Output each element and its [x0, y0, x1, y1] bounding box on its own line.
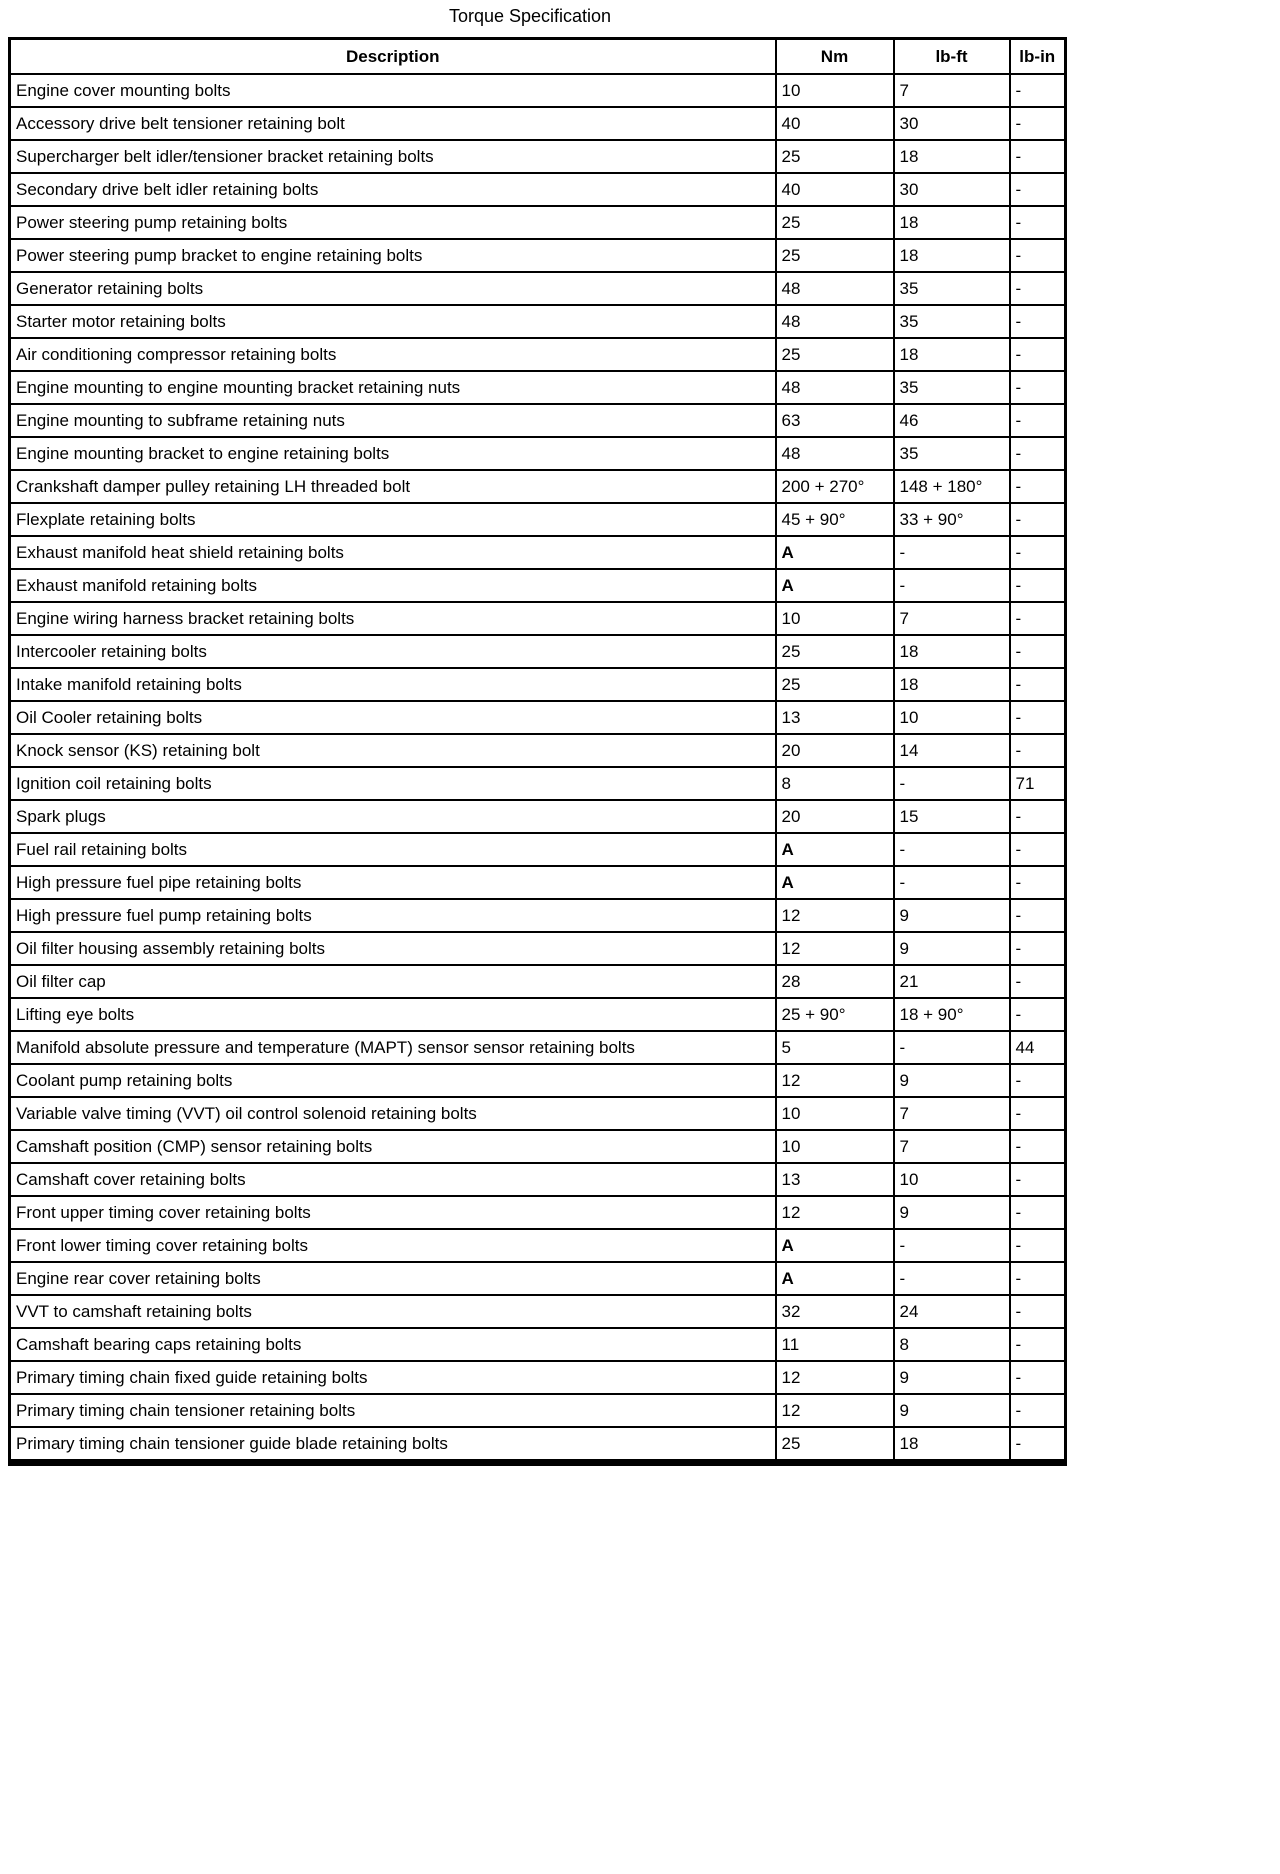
lbin-cell: -	[1010, 371, 1066, 404]
description-cell: Spark plugs	[10, 800, 776, 833]
lbin-cell: -	[1010, 1361, 1066, 1394]
nm-cell: 48	[776, 272, 894, 305]
lbin-cell: 71	[1010, 767, 1066, 800]
lbin-cell: -	[1010, 1097, 1066, 1130]
table-row	[10, 404, 1066, 437]
description-cell: VVT to camshaft retaining bolts	[10, 1295, 776, 1328]
nm-cell: 25 + 90°	[776, 998, 894, 1031]
lbft-cell: 14	[894, 734, 1010, 767]
lbft-cell: -	[894, 569, 1010, 602]
nm-cell: 25	[776, 668, 894, 701]
lbin-cell: -	[1010, 140, 1066, 173]
lbft-cell: 9	[894, 1196, 1010, 1229]
lbin-cell: -	[1010, 1163, 1066, 1196]
table-row	[10, 1130, 1066, 1163]
lbin-cell: -	[1010, 833, 1066, 866]
lbin-cell: -	[1010, 239, 1066, 272]
nm-cell: 11	[776, 1328, 894, 1361]
table-row	[10, 1097, 1066, 1130]
nm-cell: 12	[776, 1361, 894, 1394]
table-row	[10, 701, 1066, 734]
table-row	[10, 932, 1066, 965]
nm-cell: 48	[776, 305, 894, 338]
nm-cell: 5	[776, 1031, 894, 1064]
lbft-cell: 10	[894, 701, 1010, 734]
description-cell: Variable valve timing (VVT) oil control solenoid retaining bolts	[10, 1097, 776, 1130]
lbft-cell: 148 + 180°	[894, 470, 1010, 503]
lbin-cell: -	[1010, 701, 1066, 734]
description-cell: Intercooler retaining bolts	[10, 635, 776, 668]
lbft-cell: 7	[894, 74, 1010, 107]
description-cell: Engine mounting to subframe retaining nuts	[10, 404, 776, 437]
nm-cell: A	[776, 866, 894, 899]
column-header-lbft: lb-ft	[894, 39, 1010, 75]
lbin-cell: -	[1010, 602, 1066, 635]
table-row	[10, 272, 1066, 305]
description-cell: Supercharger belt idler/tensioner bracket retaining bolts	[10, 140, 776, 173]
table-row	[10, 569, 1066, 602]
lbin-cell: -	[1010, 1262, 1066, 1295]
nm-cell: A	[776, 1262, 894, 1295]
lbin-cell: -	[1010, 74, 1066, 107]
lbin-cell: -	[1010, 107, 1066, 140]
lbft-cell: -	[894, 866, 1010, 899]
description-cell: Front upper timing cover retaining bolts	[10, 1196, 776, 1229]
description-cell: Manifold absolute pressure and temperature (MAPT) sensor sensor retaining bolts	[10, 1031, 776, 1064]
nm-cell: 200 + 270°	[776, 470, 894, 503]
page-title: Torque Specification	[448, 6, 612, 26]
lbin-cell: -	[1010, 1427, 1066, 1463]
nm-cell: 40	[776, 107, 894, 140]
lbft-cell: 10	[894, 1163, 1010, 1196]
description-cell: Ignition coil retaining bolts	[10, 767, 776, 800]
description-cell: Knock sensor (KS) retaining bolt	[10, 734, 776, 767]
table-row	[10, 1361, 1066, 1394]
nm-cell: 48	[776, 437, 894, 470]
table-body	[10, 74, 1066, 1463]
table-row	[10, 1196, 1066, 1229]
lbft-cell: 46	[894, 404, 1010, 437]
lbft-cell: -	[894, 767, 1010, 800]
description-cell: Engine wiring harness bracket retaining bolts	[10, 602, 776, 635]
lbin-cell: -	[1010, 668, 1066, 701]
lbft-cell: 7	[894, 1097, 1010, 1130]
table-row	[10, 1328, 1066, 1361]
lbft-cell: 9	[894, 1394, 1010, 1427]
table-row	[10, 1229, 1066, 1262]
table-row	[10, 1262, 1066, 1295]
nm-cell: 13	[776, 1163, 894, 1196]
lbft-cell: -	[894, 1262, 1010, 1295]
nm-cell: 12	[776, 1196, 894, 1229]
table-row	[10, 668, 1066, 701]
lbin-cell: -	[1010, 899, 1066, 932]
nm-cell: 20	[776, 734, 894, 767]
description-cell: Coolant pump retaining bolts	[10, 1064, 776, 1097]
lbin-cell: -	[1010, 305, 1066, 338]
table-row	[10, 1394, 1066, 1427]
description-cell: Primary timing chain tensioner guide blade retaining bolts	[10, 1427, 776, 1463]
lbft-cell: 9	[894, 1064, 1010, 1097]
nm-cell: 25	[776, 140, 894, 173]
lbin-cell: -	[1010, 866, 1066, 899]
lbin-cell: -	[1010, 1064, 1066, 1097]
lbin-cell: -	[1010, 1130, 1066, 1163]
lbft-cell: 18	[894, 1427, 1010, 1463]
description-cell: Lifting eye bolts	[10, 998, 776, 1031]
table-row	[10, 305, 1066, 338]
lbin-cell: -	[1010, 404, 1066, 437]
table-header-row	[10, 39, 1066, 75]
table-row	[10, 239, 1066, 272]
nm-cell: 25	[776, 1427, 894, 1463]
nm-cell: 63	[776, 404, 894, 437]
lbin-cell: -	[1010, 965, 1066, 998]
table-row	[10, 503, 1066, 536]
lbft-cell: 35	[894, 272, 1010, 305]
description-cell: Front lower timing cover retaining bolts	[10, 1229, 776, 1262]
table-row	[10, 140, 1066, 173]
description-cell: Oil Cooler retaining bolts	[10, 701, 776, 734]
lbin-cell: -	[1010, 1229, 1066, 1262]
table-row	[10, 437, 1066, 470]
nm-cell: A	[776, 569, 894, 602]
lbin-cell: -	[1010, 569, 1066, 602]
nm-cell: 45 + 90°	[776, 503, 894, 536]
lbft-cell: 18	[894, 140, 1010, 173]
description-cell: Fuel rail retaining bolts	[10, 833, 776, 866]
lbin-cell: -	[1010, 734, 1066, 767]
table-row	[10, 998, 1066, 1031]
description-cell: Camshaft position (CMP) sensor retaining bolts	[10, 1130, 776, 1163]
table-row	[10, 74, 1066, 107]
description-cell: Crankshaft damper pulley retaining LH threaded bolt	[10, 470, 776, 503]
description-cell: Accessory drive belt tensioner retaining bolt	[10, 107, 776, 140]
table-row	[10, 1427, 1066, 1463]
lbft-cell: 18	[894, 338, 1010, 371]
table-row	[10, 173, 1066, 206]
description-cell: Flexplate retaining bolts	[10, 503, 776, 536]
description-cell: High pressure fuel pipe retaining bolts	[10, 866, 776, 899]
nm-cell: 10	[776, 74, 894, 107]
lbin-cell: -	[1010, 800, 1066, 833]
description-cell: Oil filter cap	[10, 965, 776, 998]
table-row	[10, 866, 1066, 899]
nm-cell: 20	[776, 800, 894, 833]
table-row	[10, 1163, 1066, 1196]
nm-cell: 25	[776, 338, 894, 371]
table-row	[10, 602, 1066, 635]
lbin-cell: -	[1010, 470, 1066, 503]
nm-cell: 12	[776, 1394, 894, 1427]
description-cell: Engine rear cover retaining bolts	[10, 1262, 776, 1295]
description-cell: Engine mounting bracket to engine retaining bolts	[10, 437, 776, 470]
lbin-cell: -	[1010, 1328, 1066, 1361]
lbin-cell: -	[1010, 437, 1066, 470]
table-row	[10, 371, 1066, 404]
lbin-cell: -	[1010, 503, 1066, 536]
description-cell: Generator retaining bolts	[10, 272, 776, 305]
description-cell: Engine mounting to engine mounting bracket retaining nuts	[10, 371, 776, 404]
lbft-cell: 7	[894, 1130, 1010, 1163]
table-row	[10, 734, 1066, 767]
nm-cell: A	[776, 833, 894, 866]
table-row	[10, 965, 1066, 998]
description-cell: Starter motor retaining bolts	[10, 305, 776, 338]
torque-spec-table	[8, 37, 1067, 1466]
lbft-cell: -	[894, 1031, 1010, 1064]
lbft-cell: 18 + 90°	[894, 998, 1010, 1031]
nm-cell: 25	[776, 206, 894, 239]
nm-cell: A	[776, 536, 894, 569]
table-row	[10, 1031, 1066, 1064]
nm-cell: 12	[776, 1064, 894, 1097]
description-cell: Power steering pump retaining bolts	[10, 206, 776, 239]
nm-cell: 10	[776, 602, 894, 635]
nm-cell: 8	[776, 767, 894, 800]
nm-cell: 25	[776, 635, 894, 668]
lbft-cell: 7	[894, 602, 1010, 635]
nm-cell: 48	[776, 371, 894, 404]
nm-cell: 25	[776, 239, 894, 272]
lbft-cell: -	[894, 1229, 1010, 1262]
nm-cell: 10	[776, 1097, 894, 1130]
column-header-lbin: lb-in	[1010, 39, 1066, 75]
table-row	[10, 1295, 1066, 1328]
lbft-cell: 8	[894, 1328, 1010, 1361]
lbft-cell: 18	[894, 635, 1010, 668]
lbft-cell: -	[894, 536, 1010, 569]
description-cell: Primary timing chain tensioner retaining bolts	[10, 1394, 776, 1427]
lbft-cell: 35	[894, 305, 1010, 338]
lbin-cell: 44	[1010, 1031, 1066, 1064]
lbft-cell: 35	[894, 437, 1010, 470]
nm-cell: 40	[776, 173, 894, 206]
lbin-cell: -	[1010, 635, 1066, 668]
table-row	[10, 107, 1066, 140]
description-cell: Power steering pump bracket to engine retaining bolts	[10, 239, 776, 272]
lbft-cell: 30	[894, 173, 1010, 206]
lbft-cell: 9	[894, 899, 1010, 932]
description-cell: Secondary drive belt idler retaining bolts	[10, 173, 776, 206]
lbin-cell: -	[1010, 932, 1066, 965]
nm-cell: 12	[776, 932, 894, 965]
lbin-cell: -	[1010, 338, 1066, 371]
table-row	[10, 338, 1066, 371]
nm-cell: 28	[776, 965, 894, 998]
lbft-cell: 9	[894, 1361, 1010, 1394]
lbin-cell: -	[1010, 272, 1066, 305]
lbft-cell: 24	[894, 1295, 1010, 1328]
lbft-cell: 18	[894, 668, 1010, 701]
lbft-cell: 9	[894, 932, 1010, 965]
table-row	[10, 899, 1066, 932]
lbft-cell: 21	[894, 965, 1010, 998]
table-row	[10, 206, 1066, 239]
lbft-cell: 30	[894, 107, 1010, 140]
description-cell: Engine cover mounting bolts	[10, 74, 776, 107]
table-row	[10, 833, 1066, 866]
table-row	[10, 536, 1066, 569]
column-header-nm: Nm	[776, 39, 894, 75]
lbin-cell: -	[1010, 998, 1066, 1031]
description-cell: Oil filter housing assembly retaining bolts	[10, 932, 776, 965]
table-row	[10, 767, 1066, 800]
lbin-cell: -	[1010, 1394, 1066, 1427]
table-row	[10, 470, 1066, 503]
table-row	[10, 1064, 1066, 1097]
description-cell: Camshaft cover retaining bolts	[10, 1163, 776, 1196]
table-row	[10, 800, 1066, 833]
lbin-cell: -	[1010, 1295, 1066, 1328]
lbft-cell: 15	[894, 800, 1010, 833]
description-cell: Exhaust manifold heat shield retaining bolts	[10, 536, 776, 569]
description-cell: Camshaft bearing caps retaining bolts	[10, 1328, 776, 1361]
description-cell: Intake manifold retaining bolts	[10, 668, 776, 701]
nm-cell: 12	[776, 899, 894, 932]
table-row	[10, 635, 1066, 668]
nm-cell: 10	[776, 1130, 894, 1163]
description-cell: High pressure fuel pump retaining bolts	[10, 899, 776, 932]
description-cell: Primary timing chain fixed guide retaining bolts	[10, 1361, 776, 1394]
lbft-cell: 35	[894, 371, 1010, 404]
lbin-cell: -	[1010, 1196, 1066, 1229]
description-cell: Air conditioning compressor retaining bolts	[10, 338, 776, 371]
lbft-cell: 18	[894, 239, 1010, 272]
column-header-description: Description	[10, 39, 776, 75]
nm-cell: 32	[776, 1295, 894, 1328]
lbin-cell: -	[1010, 536, 1066, 569]
lbft-cell: -	[894, 833, 1010, 866]
lbft-cell: 18	[894, 206, 1010, 239]
nm-cell: A	[776, 1229, 894, 1262]
description-cell: Exhaust manifold retaining bolts	[10, 569, 776, 602]
nm-cell: 13	[776, 701, 894, 734]
lbin-cell: -	[1010, 173, 1066, 206]
lbin-cell: -	[1010, 206, 1066, 239]
lbft-cell: 33 + 90°	[894, 503, 1010, 536]
